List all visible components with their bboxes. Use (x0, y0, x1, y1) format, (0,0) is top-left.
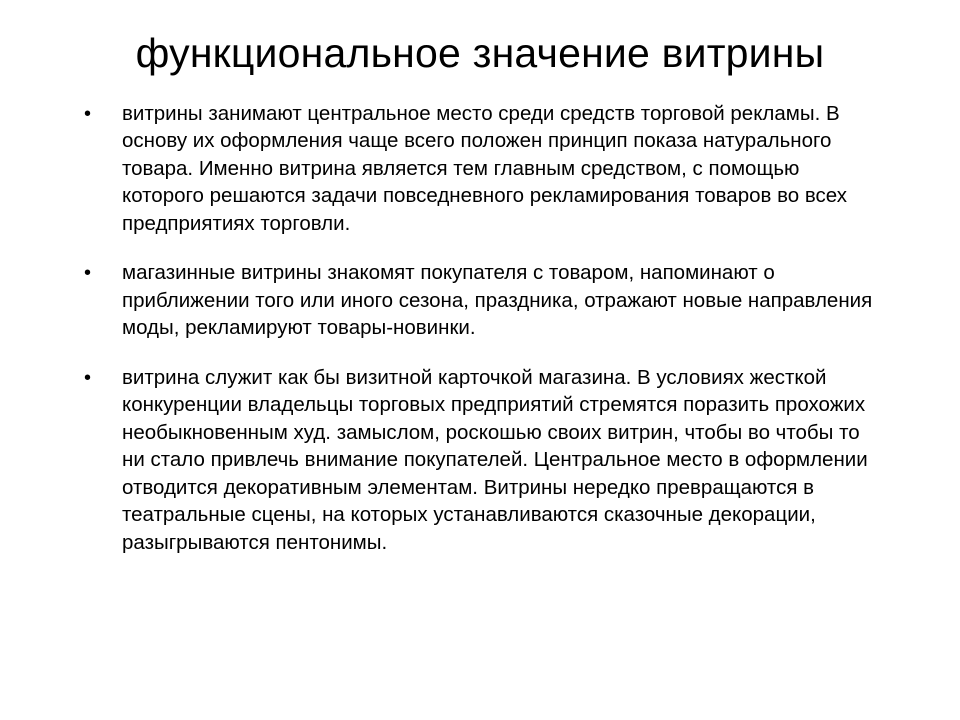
list-item-text: витрина служит как бы визитной карточкой магазина. В условиях жесткой конкуренции владельцы торговых предприятий стремятся поразить прохожих необыкновенным худ. замыслом, роскошью своих витрин, чтобы во чтобы то ни стало привлечь внимание покупателей. Центральное место в оформлении отводится декоративным элементам. Витрины нередко превращаются в театральные сцены, на которых устанавливаются сказочные декорации, разыгрываются пентонимы. (122, 365, 868, 554)
bullet-marker-icon: • (84, 366, 92, 389)
list-item (70, 259, 880, 341)
bullet-list (60, 100, 900, 556)
list-item (70, 364, 880, 556)
list-item (70, 100, 880, 237)
list-item-text: витрины занимают центральное место среди средств торговой рекламы. В основу их оформления чаще всего положен принцип показа натурального товара. Именно витрина является тем главным средством, с помощью которого решаются задачи повседневного рекламирования товаров во всех предприятиях торговли. (122, 102, 847, 235)
list-item-text: магазинные витрины знакомят покупателя с товаром, напоминают о приближении того или иного сезона, праздника, отражают новые направления моды, рекламируют товары-новинки. (122, 261, 873, 340)
bullet-marker-icon: • (84, 103, 92, 126)
bullet-marker-icon: • (84, 262, 92, 285)
page-title: функциональное значение витрины (135, 30, 825, 76)
